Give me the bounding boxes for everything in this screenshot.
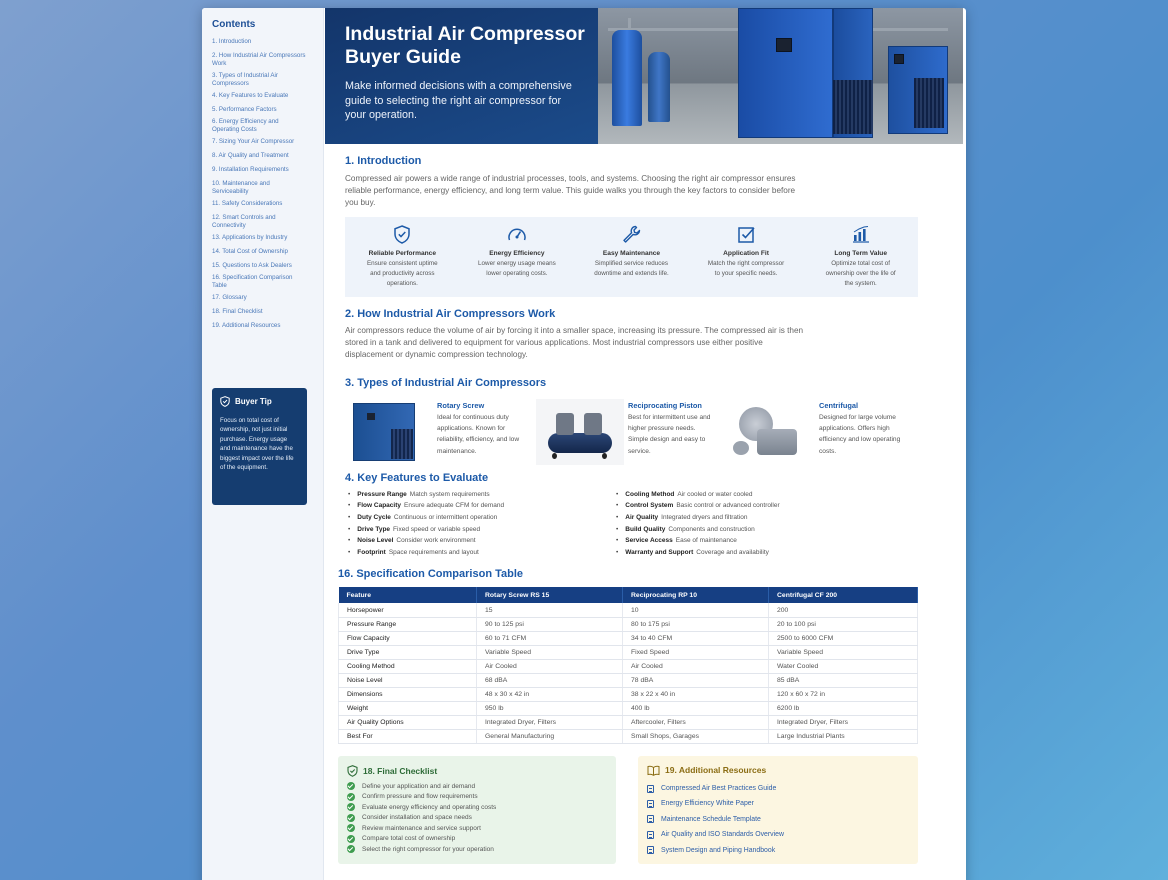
feature-item: • Drive Type Fixed speed or variable speed — [345, 524, 613, 536]
resource-link[interactable]: Energy Efficiency White Paper — [647, 796, 909, 811]
benefit-title: Long Term Value — [834, 250, 887, 258]
checklist-item: Define your application and air demand — [347, 781, 607, 792]
types-heading: 3. Types of Industrial Air Compressors — [345, 376, 547, 389]
toc-item[interactable]: 2. How Industrial Air Compressors Work — [212, 52, 306, 67]
guide-page — [202, 8, 966, 880]
centrifugal-image — [727, 399, 815, 465]
benefits-panel — [345, 217, 918, 297]
how-it-works-heading: 2. How Industrial Air Compressors Work — [345, 308, 556, 321]
shield-check-icon — [220, 396, 230, 407]
type-desc: Best for intermittent use and higher pressure needs. Simple design and easy to service. — [628, 413, 711, 455]
document-icon — [647, 815, 654, 823]
benefit-card — [803, 225, 918, 297]
check-circle-icon — [347, 814, 355, 822]
checklist-item: Consider installation and space needs — [347, 812, 607, 823]
resource-link[interactable]: Compressed Air Best Practices Guide — [647, 781, 909, 796]
open-book-icon — [647, 765, 660, 776]
key-features-section — [325, 472, 966, 484]
toc-item[interactable]: 8. Air Quality and Treatment — [212, 152, 289, 159]
column-header: Rotary Screw RS 15 — [477, 587, 623, 603]
column-header: Feature — [339, 587, 477, 603]
benefit-card — [689, 225, 804, 297]
checklist-item: Select the right compressor for your operation — [347, 844, 607, 855]
table-row: Flow Capacity 60 to 71 CFM 34 to 40 CFM 2500 to 6000 CFM — [339, 631, 918, 645]
document-icon — [647, 846, 654, 854]
table-row: Cooling Method Air Cooled Air Cooled Water Cooled — [339, 659, 918, 673]
toc-item[interactable]: 19. Additional Resources — [212, 322, 281, 329]
benefit-desc: Simplified service reduces downtime and extends life. — [594, 260, 669, 278]
check-circle-icon — [347, 803, 355, 811]
buyer-tip-text: Focus on total cost of ownership, not just initial purchase. Energy usage and maintenance have the biggest impact over the life of the equipment. — [220, 417, 294, 472]
gauge-icon — [507, 225, 527, 244]
check-circle-icon — [347, 793, 355, 801]
type-card-reciprocating-piston — [536, 399, 727, 465]
column-header: Centrifugal CF 200 — [769, 587, 918, 603]
hero-subtitle: Make informed decisions with a comprehensive guide to selecting the right air compressor for your operation. — [345, 80, 572, 121]
additional-resources-title: 19. Additional Resources — [665, 765, 767, 776]
benefit-title: Easy Maintenance — [602, 250, 661, 258]
introduction-heading: 1. Introduction — [345, 155, 422, 167]
table-header-row — [339, 587, 918, 603]
benefit-title: Application Fit — [723, 250, 769, 258]
feature-item: • Build Quality Components and construction — [613, 524, 881, 536]
checklist-item: Evaluate energy efficiency and operating costs — [347, 802, 607, 813]
table-row: Noise Level 68 dBA 78 dBA 85 dBA — [339, 673, 918, 687]
shield-check-icon — [393, 225, 411, 244]
toc-item[interactable]: 13. Applications by Industry — [212, 234, 288, 241]
buyer-tip-card — [212, 388, 307, 505]
column-header: Reciprocating RP 10 — [623, 587, 769, 603]
benefit-card — [460, 225, 575, 297]
document-icon — [647, 831, 654, 839]
toc-item[interactable]: 15. Questions to Ask Dealers — [212, 262, 292, 269]
resource-link[interactable]: Maintenance Schedule Template — [647, 812, 909, 827]
benefit-card — [345, 225, 460, 297]
check-circle-icon — [347, 824, 355, 832]
toc-item[interactable]: 3. Types of Industrial Air Compressors — [212, 72, 278, 87]
benefit-desc: Match the right compressor to your specific needs. — [707, 260, 785, 278]
table-row: Weight 950 lb 400 lb 6200 lb — [339, 701, 918, 715]
reciprocating-piston-image — [536, 399, 624, 465]
type-card-rotary-screw — [345, 399, 536, 465]
spec-table-section — [338, 568, 966, 580]
toc-item[interactable]: 18. Final Checklist — [212, 308, 263, 315]
feature-item: • Flow Capacity Ensure adequate CFM for demand — [345, 500, 613, 512]
toc-item[interactable]: 16. Specification Comparison Table — [212, 274, 293, 289]
toc-item[interactable]: 10. Maintenance and Serviceability — [212, 180, 270, 195]
final-checklist-card — [338, 756, 616, 864]
page-title: Industrial Air Compressor Buyer Guide — [345, 23, 585, 68]
benefit-title: Energy Efficiency — [489, 250, 545, 258]
document-icon — [647, 785, 654, 793]
table-row: Air Quality Options Integrated Dryer, Filters Aftercooler, Filters Integrated Dryer, Filters — [339, 715, 918, 729]
table-row: Horsepower 15 10 200 — [339, 603, 918, 617]
benefit-title: Reliable Performance — [368, 250, 437, 258]
type-title: Rotary Screw — [437, 400, 485, 410]
checklist-list — [347, 781, 607, 855]
checklist-item: Review maintenance and service support — [347, 823, 607, 834]
toc-item[interactable]: 9. Installation Requirements — [212, 166, 289, 173]
feature-item: • Service Access Ease of maintenance — [613, 535, 881, 547]
spec-table-heading: 16. Specification Comparison Table — [338, 568, 524, 581]
checklist-item: Compare total cost of ownership — [347, 833, 607, 844]
types-section — [325, 377, 966, 389]
hero-text — [325, 8, 598, 144]
feature-item: • Warranty and Support Coverage and availability — [613, 547, 881, 559]
checkbox-icon — [737, 225, 756, 244]
shield-check-icon — [347, 765, 358, 777]
buyer-tip-header — [220, 396, 299, 407]
toc-list — [212, 38, 323, 330]
toc-item[interactable]: 5. Performance Factors — [212, 106, 277, 113]
feature-item: • Footprint Space requirements and layout — [345, 547, 613, 559]
toc-item[interactable]: 17. Glossary — [212, 294, 247, 301]
feature-item: • Noise Level Consider work environment — [345, 535, 613, 547]
buyer-tip-title: Buyer Tip — [235, 397, 272, 406]
how-it-works-text: Air compressors reduce the volume of air by forcing it into a smaller space, increasing its pressure. The compressed air is then stored in a tank and delivered to equipment for various applications. Most industrial compressors use either positive displacement or dynamic compression technology. — [345, 326, 804, 359]
feature-item: • Pressure Range Match system requirements — [345, 489, 613, 501]
feature-item: • Control System Basic control or advanced controller — [613, 500, 881, 512]
bottom-panels — [338, 756, 966, 864]
toc-item[interactable]: 7. Sizing Your Air Compressor — [212, 138, 295, 145]
benefit-desc: Optimize total cost of ownership over the life of the system. — [825, 260, 896, 287]
toc-item[interactable]: 14. Total Cost of Ownership — [212, 248, 288, 255]
main-content — [325, 8, 966, 864]
toc-item[interactable]: 1. Introduction — [212, 38, 252, 45]
resource-link[interactable]: Air Quality and ISO Standards Overview — [647, 827, 909, 842]
features-right-column — [613, 489, 881, 559]
table-row: Dimensions 48 x 30 x 42 in 38 x 22 x 40 in 120 x 60 x 72 in — [339, 687, 918, 701]
rotary-screw-image — [345, 399, 433, 465]
contents-title: Contents — [212, 19, 256, 30]
feature-item: • Air Quality Integrated dryers and filtration — [613, 512, 881, 524]
checklist-item: Confirm pressure and flow requirements — [347, 791, 607, 802]
hero-compressor-photo — [598, 8, 963, 144]
toc-item[interactable]: 12. Smart Controls and Connectivity — [212, 214, 276, 229]
final-checklist-title: 18. Final Checklist — [363, 765, 438, 776]
benefit-desc: Lower energy usage means lower operating costs. — [478, 260, 556, 278]
benefit-card — [574, 225, 689, 297]
key-features-heading: 4. Key Features to Evaluate — [345, 471, 489, 484]
additional-resources-header — [647, 765, 909, 776]
benefit-desc: Ensure consistent uptime and productivity across operations. — [366, 260, 438, 287]
feature-item: • Duty Cycle Continuous or intermittent operation — [345, 512, 613, 524]
key-features-list — [345, 489, 966, 559]
table-row: Drive Type Variable Speed Fixed Speed Variable Speed — [339, 645, 918, 659]
check-circle-icon — [347, 782, 355, 790]
type-desc: Ideal for continuous duty applications. Known for reliability, efficiency, and low maintenance. — [437, 413, 520, 455]
feature-item: • Cooling Method Air cooled or water cooled — [613, 489, 881, 501]
introduction-text: Compressed air powers a wide range of industrial processes, tools, and systems. Choosing the right air compressor ensures reliable performance, energy efficiency, and long term value. This guide walks you through the key factors to consider before you buy. — [345, 174, 796, 207]
check-circle-icon — [347, 845, 355, 853]
how-it-works-section — [325, 308, 966, 360]
additional-resources-card — [638, 756, 918, 864]
check-circle-icon — [347, 835, 355, 843]
toc-item[interactable]: 11. Safety Considerations — [212, 200, 283, 207]
resources-list — [647, 781, 909, 858]
table-row: Pressure Range 90 to 125 psi 80 to 175 psi 20 to 100 psi — [339, 617, 918, 631]
toc-item[interactable]: 6. Energy Efficiency and Operating Costs — [212, 118, 279, 133]
spec-comparison-table — [338, 587, 918, 744]
toc-item[interactable]: 4. Key Features to Evaluate — [212, 92, 289, 99]
bar-chart-icon — [851, 225, 871, 244]
features-left-column — [345, 489, 613, 559]
hero-banner — [325, 8, 966, 144]
introduction-section — [325, 155, 966, 208]
document-icon — [647, 800, 654, 808]
wrench-icon — [622, 225, 641, 244]
contents-sidebar — [202, 8, 324, 880]
type-desc: Designed for large volume applications. Offers high efficiency and low operating costs. — [819, 413, 901, 455]
type-title: Reciprocating Piston — [628, 400, 702, 410]
resource-link[interactable]: System Design and Piping Handbook — [647, 842, 909, 857]
type-card-centrifugal — [727, 399, 918, 465]
table-row: Best For General Manufacturing Small Shops, Garages Large Industrial Plants — [339, 729, 918, 743]
type-title: Centrifugal — [819, 400, 859, 410]
compressor-types — [345, 399, 918, 465]
final-checklist-header — [347, 765, 607, 777]
